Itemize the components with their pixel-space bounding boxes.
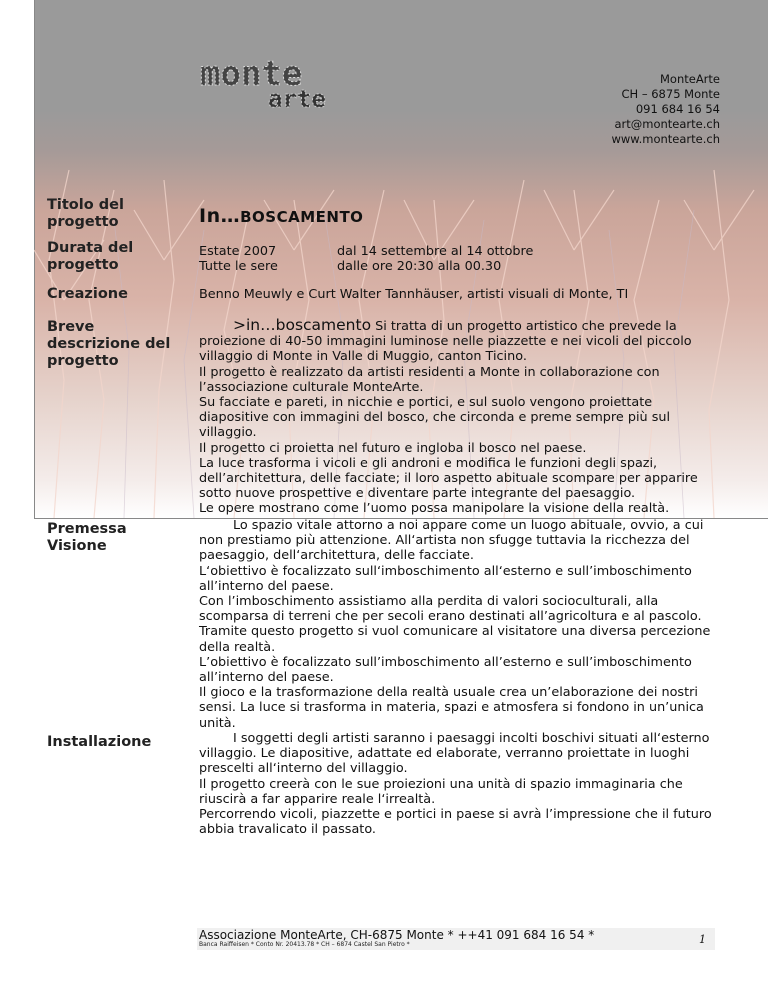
breve-descrizione: >in…boscamento Si tratta di un progetto artistico che prevede la proiezione di 40-50 immagini luminose nelle piazzette e nei vicoli del piccolo villaggio di Monte in Valle di Muggio, canton Ticino. Il progetto è realizzato da artisti residenti a Monte in collaborazione con l’associazione culturale MonteArte. Su facciate e pareti, in nicchie e portici, e sul suolo vengono proiettate diapositive con immagini del bosco, che circonda e preme sempre più sul villaggio. Il progetto ci proietta nel futuro e ingloba il bosco nel paese. La luce trasforma i vicoli e gli androni e modifica le funzioni degli spazi, dell’architettura, delle facciate; il loro aspetto abituale scompare per apparire sotto nuove prospettive e diventare parte integrante del paesaggio. Le opere mostrano come l’uomo possa manipolare la visione della realtà. bbox=[199, 316, 698, 517]
breve-first: Si tratta di un progetto artistico che prevede la proiezione di 40-50 immagini luminose nelle piazzette e nei vicoli del piccolo villaggio di Monte in Valle di Muggio, canton Ticino. bbox=[199, 319, 692, 365]
project-title bbox=[199, 205, 363, 227]
label-premessa: Premessa Visione bbox=[47, 521, 127, 554]
page-number: 1 bbox=[699, 933, 706, 946]
label-installazione: Installazione bbox=[47, 734, 152, 750]
contact-website[interactable]: www.montearte.ch bbox=[611, 132, 720, 146]
title-prefix: In… bbox=[199, 205, 241, 227]
contact-name: MonteArte bbox=[659, 72, 720, 86]
title-rest: BOSCAMENTO bbox=[240, 208, 364, 226]
creazione-text: Benno Meuwly e Curt Walter Tannhäuser, artisti visuali di Monte, TI bbox=[199, 287, 629, 302]
label-titolo: Titolo del progetto bbox=[47, 197, 124, 230]
footer-bank: Banca Raiffeisen * Conto Nr. 20413.78 * CH – 6874 Castel San Pietro * bbox=[199, 941, 410, 948]
durata-col1: Estate 2007 Tutte le sere bbox=[199, 244, 278, 274]
contact-block bbox=[611, 72, 720, 147]
premessa-visione: Lo spazio vitale attorno a noi appare come un luogo abituale, ovvio, a cui non prestiamo più attenzione. All‘artista non sfugge tuttavia la ricchezza del paesaggio, dell‘architettura, delle facciate. L‘obiettivo è focalizzato sull‘imboschimento all‘esterno e sull’imboschimento all’interno del paese. Con l’imboschimento assistiamo alla perdita di valori socioculturali, alla scomparsa di terreni che per secoli erano destinati all’agricoltura e al pascolo. Tramite questo progetto si vuol comunicare al visitatore una diversa percezione della realtà. L’obiettivo è focalizzato sull’imboschimento all’esterno e sull’imboschimento all’interno del paese. Il gioco e la trasformazione della realtà usuale crea un’elaborazione dei nostri sensi. La luce si trasforma in materia, spazi e atmosfera si fondono in un’unica unità. bbox=[199, 518, 711, 731]
contact-email[interactable]: art@montearte.ch bbox=[614, 117, 720, 131]
label-durata: Durata del progetto bbox=[47, 240, 134, 273]
contact-address: CH – 6875 Monte bbox=[621, 87, 720, 101]
footer-main: Associazione MonteArte, CH-6875 Monte * ++41 091 684 16 54 * bbox=[199, 928, 595, 942]
logo-text-monte: monte bbox=[200, 55, 303, 94]
durata-col2: dal 14 settembre al 14 ottobre dalle ore 20:30 alla 00.30 bbox=[337, 244, 534, 274]
montearte-logo bbox=[198, 55, 398, 115]
label-breve: Breve descrizione del progetto bbox=[47, 319, 171, 369]
logo-text-arte: arte bbox=[268, 85, 326, 113]
installazione-text: I soggetti degli artisti saranno i paesaggi incolti boschivi situati all‘esterno villaggio. Le diapositive, adattate ed elaborate, verranno proiettate in luoghi prescelti all‘interno del villaggio. Il progetto creerà con le sue proiezioni una unità di spazio immaginaria che riuscirà a far apparire reale l‘irrealtà. Percorrendo vicoli, piazzette e portici in paese si avrà l’impressione che il futuro abbia travalicato il passato. bbox=[199, 731, 712, 838]
contact-phone: 091 684 16 54 bbox=[635, 102, 720, 116]
label-creazione: Creazione bbox=[47, 286, 128, 302]
breve-lead: >in…boscamento bbox=[233, 316, 372, 334]
